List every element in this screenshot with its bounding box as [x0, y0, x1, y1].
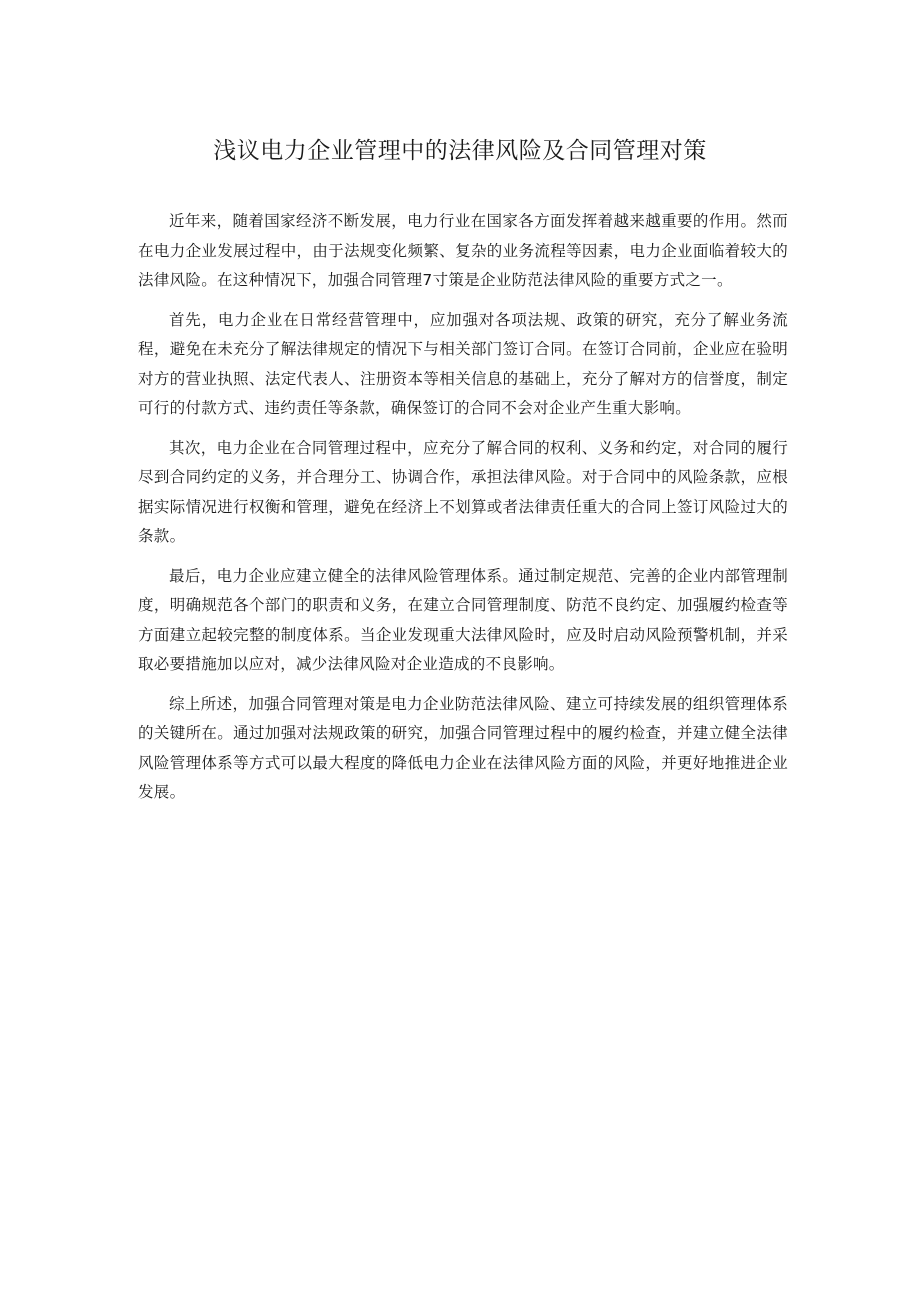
paragraph-intro: 近年来，随着国家经济不断发展，电力行业在国家各方面发挥着越来越重要的作用。然而在电力企业发展过程中，由于法规变化频繁、复杂的业务流程等因素，电力企业面临着较大的法律风险。在这种情况下，加强合同管理7寸策是企业防范法律风险的重要方式之一。 — [138, 212, 788, 289]
paragraph-second: 其次，电力企业在合同管理过程中，应充分了解合同的权利、义务和约定，对合同的履行尽到合同约定的义务，并合理分工、协调合作，承担法律风险。对于合同中的风险条款，应根据实际情况进行权衡和管理，避免在经济上不划算或者法律责任重大的合同上签订风险过大的条款。 — [138, 438, 788, 545]
paragraph-first: 首先，电力企业在日常经营管理中，应加强对各项法规、政策的研究，充分了解业务流程，避免在未充分了解法律规定的情况下与相关部门签订合同。在签订合同前，企业应在验明对方的营业执照、法定代表人、注册资本等相关信息的基础上，充分了解对方的信誉度，制定可行的付款方式、违约责任等条款，确保签订的合同不会对企业产生重大影响。 — [138, 310, 788, 417]
document-title: 浅议电力企业管理中的法律风险及合同管理对策 — [213, 138, 707, 164]
document-body — [138, 207, 788, 818]
paragraph-conclusion: 综上所述，加强合同管理对策是电力企业防范法律风险、建立可持续发展的组织管理体系的关键所在。通过加强对法规政策的研究，加强合同管理过程中的履约检查，并建立健全法律风险管理体系等方式可以最大程度的降低电力企业在法律风险方面的风险，并更好地推进企业发展。 — [138, 694, 788, 801]
paragraph-last: 最后，电力企业应建立健全的法律风险管理体系。通过制定规范、完善的企业内部管理制度，明确规范各个部门的职责和义务，在建立合同管理制度、防范不良约定、加强履约检查等方面建立起较完整的制度体系。当企业发现重大法律风险时，应及时启动风险预警机制，并采取必要措施加以应对，减少法律风险对企业造成的不良影响。 — [138, 566, 788, 673]
